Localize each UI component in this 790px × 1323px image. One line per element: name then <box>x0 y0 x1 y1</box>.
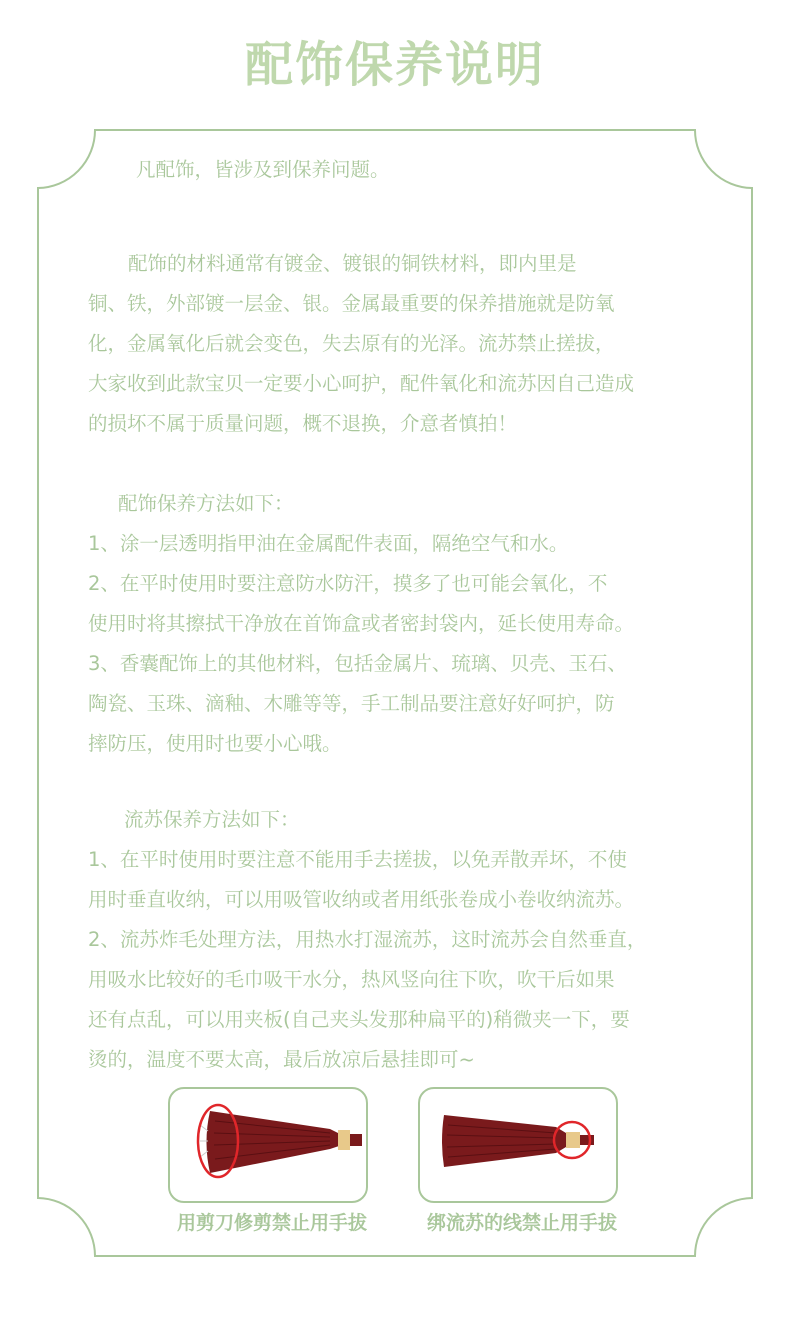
intro-text: 凡配饰，皆涉及到保养问题。 <box>136 158 390 181</box>
accessory-care-line: 1、涂一层透明指甲油在金属配件表面，隔绝空气和水。 <box>88 532 569 555</box>
materials-line: 铜、铁，外部镀一层金、银。金属最重要的保养措施就是防氧 <box>88 292 615 315</box>
materials-line: 的损坏不属于质量问题，概不退换，介意者慎拍！ <box>88 412 518 435</box>
tassel-care-line: 2、流苏炸毛处理方法，用热水打湿流苏，这时流苏会自然垂直， <box>88 928 647 951</box>
materials-line: 配饰的材料通常有镀金、镀银的铜铁材料，即内里是 <box>128 252 577 275</box>
accessory-care-line: 陶瓷、玉珠、滴釉、木雕等等，手工制品要注意好好呵护，防 <box>88 692 615 715</box>
accessory-care-line: 摔防压，使用时也要小心哦。 <box>88 732 342 755</box>
tassel-thread-figure <box>418 1087 618 1203</box>
tassel-care-heading: 流苏保养方法如下： <box>124 808 300 831</box>
tassel-image <box>170 1089 366 1201</box>
tassel-care-line: 1、在平时使用时要注意不能用手去搓拔，以免弄散弄坏，不使 <box>88 848 627 871</box>
tassel-care-line: 用时垂直收纳，可以用吸管收纳或者用纸张卷成小卷收纳流苏。 <box>88 888 635 911</box>
materials-line: 化，金属氧化后就会变色，失去原有的光泽。流苏禁止搓拔， <box>88 332 615 355</box>
tassel-care-line: 烫的，温度不要太高，最后放凉后悬挂即可~ <box>88 1048 475 1071</box>
accessory-care-line: 3、香囊配饰上的其他材料，包括金属片、琉璃、贝壳、玉石、 <box>88 652 627 675</box>
accessory-care-line: 使用时将其擦拭干净放在首饰盒或者密封袋内，延长使用寿命。 <box>88 612 635 635</box>
tassel-care-line: 还有点乱，可以用夹板(自己夹头发那种扁平的)稍微夹一下，要 <box>88 1008 630 1031</box>
tassel-image <box>420 1089 616 1201</box>
accessory-care-line: 2、在平时使用时要注意防水防汗，摸多了也可能会氧化，不 <box>88 572 608 595</box>
care-instructions <box>88 150 728 1080</box>
materials-line: 大家收到此款宝贝一定要小心呵护，配件氧化和流苏因自己造成 <box>88 372 635 395</box>
accessory-care-heading: 配饰保养方法如下： <box>118 492 294 515</box>
tassel-care-line: 用吸水比较好的毛巾吸干水分，热风竖向往下吹，吹干后如果 <box>88 968 615 991</box>
page-title: 配饰保养说明 <box>244 37 545 93</box>
figure-caption: 绑流苏的线禁止用手拔 <box>426 1212 617 1234</box>
figure-caption: 用剪刀修剪禁止用手拔 <box>176 1212 367 1234</box>
tassel-trim-figure <box>168 1087 368 1203</box>
